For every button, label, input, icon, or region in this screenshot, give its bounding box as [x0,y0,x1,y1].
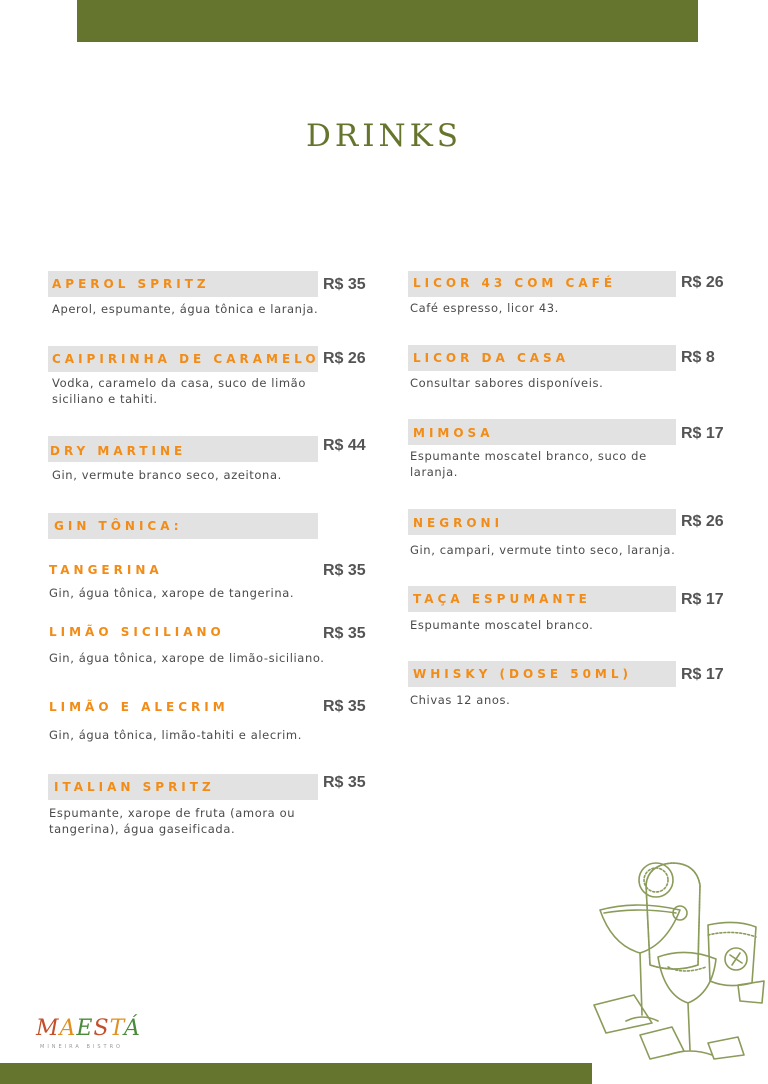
item-description: Gin, vermute branco seco, azeitona. [52,468,282,482]
logo-wordmark: MAESTÁ [36,1016,141,1041]
brand-logo [36,1016,156,1056]
item-price: R$ 17 [681,425,724,442]
item-price: R$ 44 [323,437,366,454]
item-name: CAIPIRINHA DE CARAMELO [52,352,320,366]
item-description: Vodka, caramelo da casa, suco de limão siciliano e tahiti. [52,376,306,406]
page-title: DRINKS [306,118,462,154]
item-price: R$ 26 [681,513,724,530]
item-description: Chivas 12 anos. [410,693,511,707]
top-banner [77,0,698,42]
item-price: R$ 35 [323,562,366,579]
item-price: R$ 26 [681,274,724,291]
item-description: Espumante, xarope de fruta (amora ou tangerina), água gaseificada. [49,806,296,836]
item-description: Aperol, espumante, água tônica e laranja. [52,302,319,316]
item-description: Café espresso, licor 43. [410,301,559,315]
item-price: R$ 35 [323,276,366,293]
item-description: Espumante moscatel branco. [410,618,594,632]
item-name: NEGRONI [413,516,504,530]
item-price: R$ 35 [323,774,366,791]
item-description: Gin, água tônica, limão-tahiti e alecrim. [49,728,302,742]
item-description: Espumante moscatel branco, suco de laranja. [410,449,647,479]
item-name: LIMÃO E ALECRIM [49,700,229,714]
item-name: ITALIAN SPRITZ [54,780,215,794]
item-name: TANGERINA [49,563,163,577]
item-description: Gin, campari, vermute tinto seco, laranja. [410,543,676,557]
item-name: MIMOSA [413,426,494,440]
bottom-banner [0,1063,592,1084]
item-description: Consultar sabores disponíveis. [410,376,604,390]
item-name: LICOR DA CASA [413,351,569,365]
item-price: R$ 8 [681,349,715,366]
item-price: R$ 35 [323,625,366,642]
item-price: R$ 26 [323,350,366,367]
item-price: R$ 17 [681,666,724,683]
section-header: GIN TÔNICA: [54,519,183,533]
item-description: Gin, água tônica, xarope de limão-siciliano. [49,651,325,665]
item-description: Gin, água tônica, xarope de tangerina. [49,586,295,600]
drinks-illustration [588,855,768,1065]
logo-subtitle: MINEIRA BISTRO [40,1044,123,1050]
item-name: WHISKY (DOSE 50ML) [413,667,632,681]
item-name: LIMÃO SICILIANO [49,625,225,639]
item-price: R$ 35 [323,698,366,715]
item-name: DRY MARTINE [50,444,187,458]
item-name: APEROL SPRITZ [52,277,210,291]
item-name: LICOR 43 COM CAFÉ [413,276,617,290]
item-name: TAÇA ESPUMANTE [413,592,591,606]
item-price: R$ 17 [681,591,724,608]
